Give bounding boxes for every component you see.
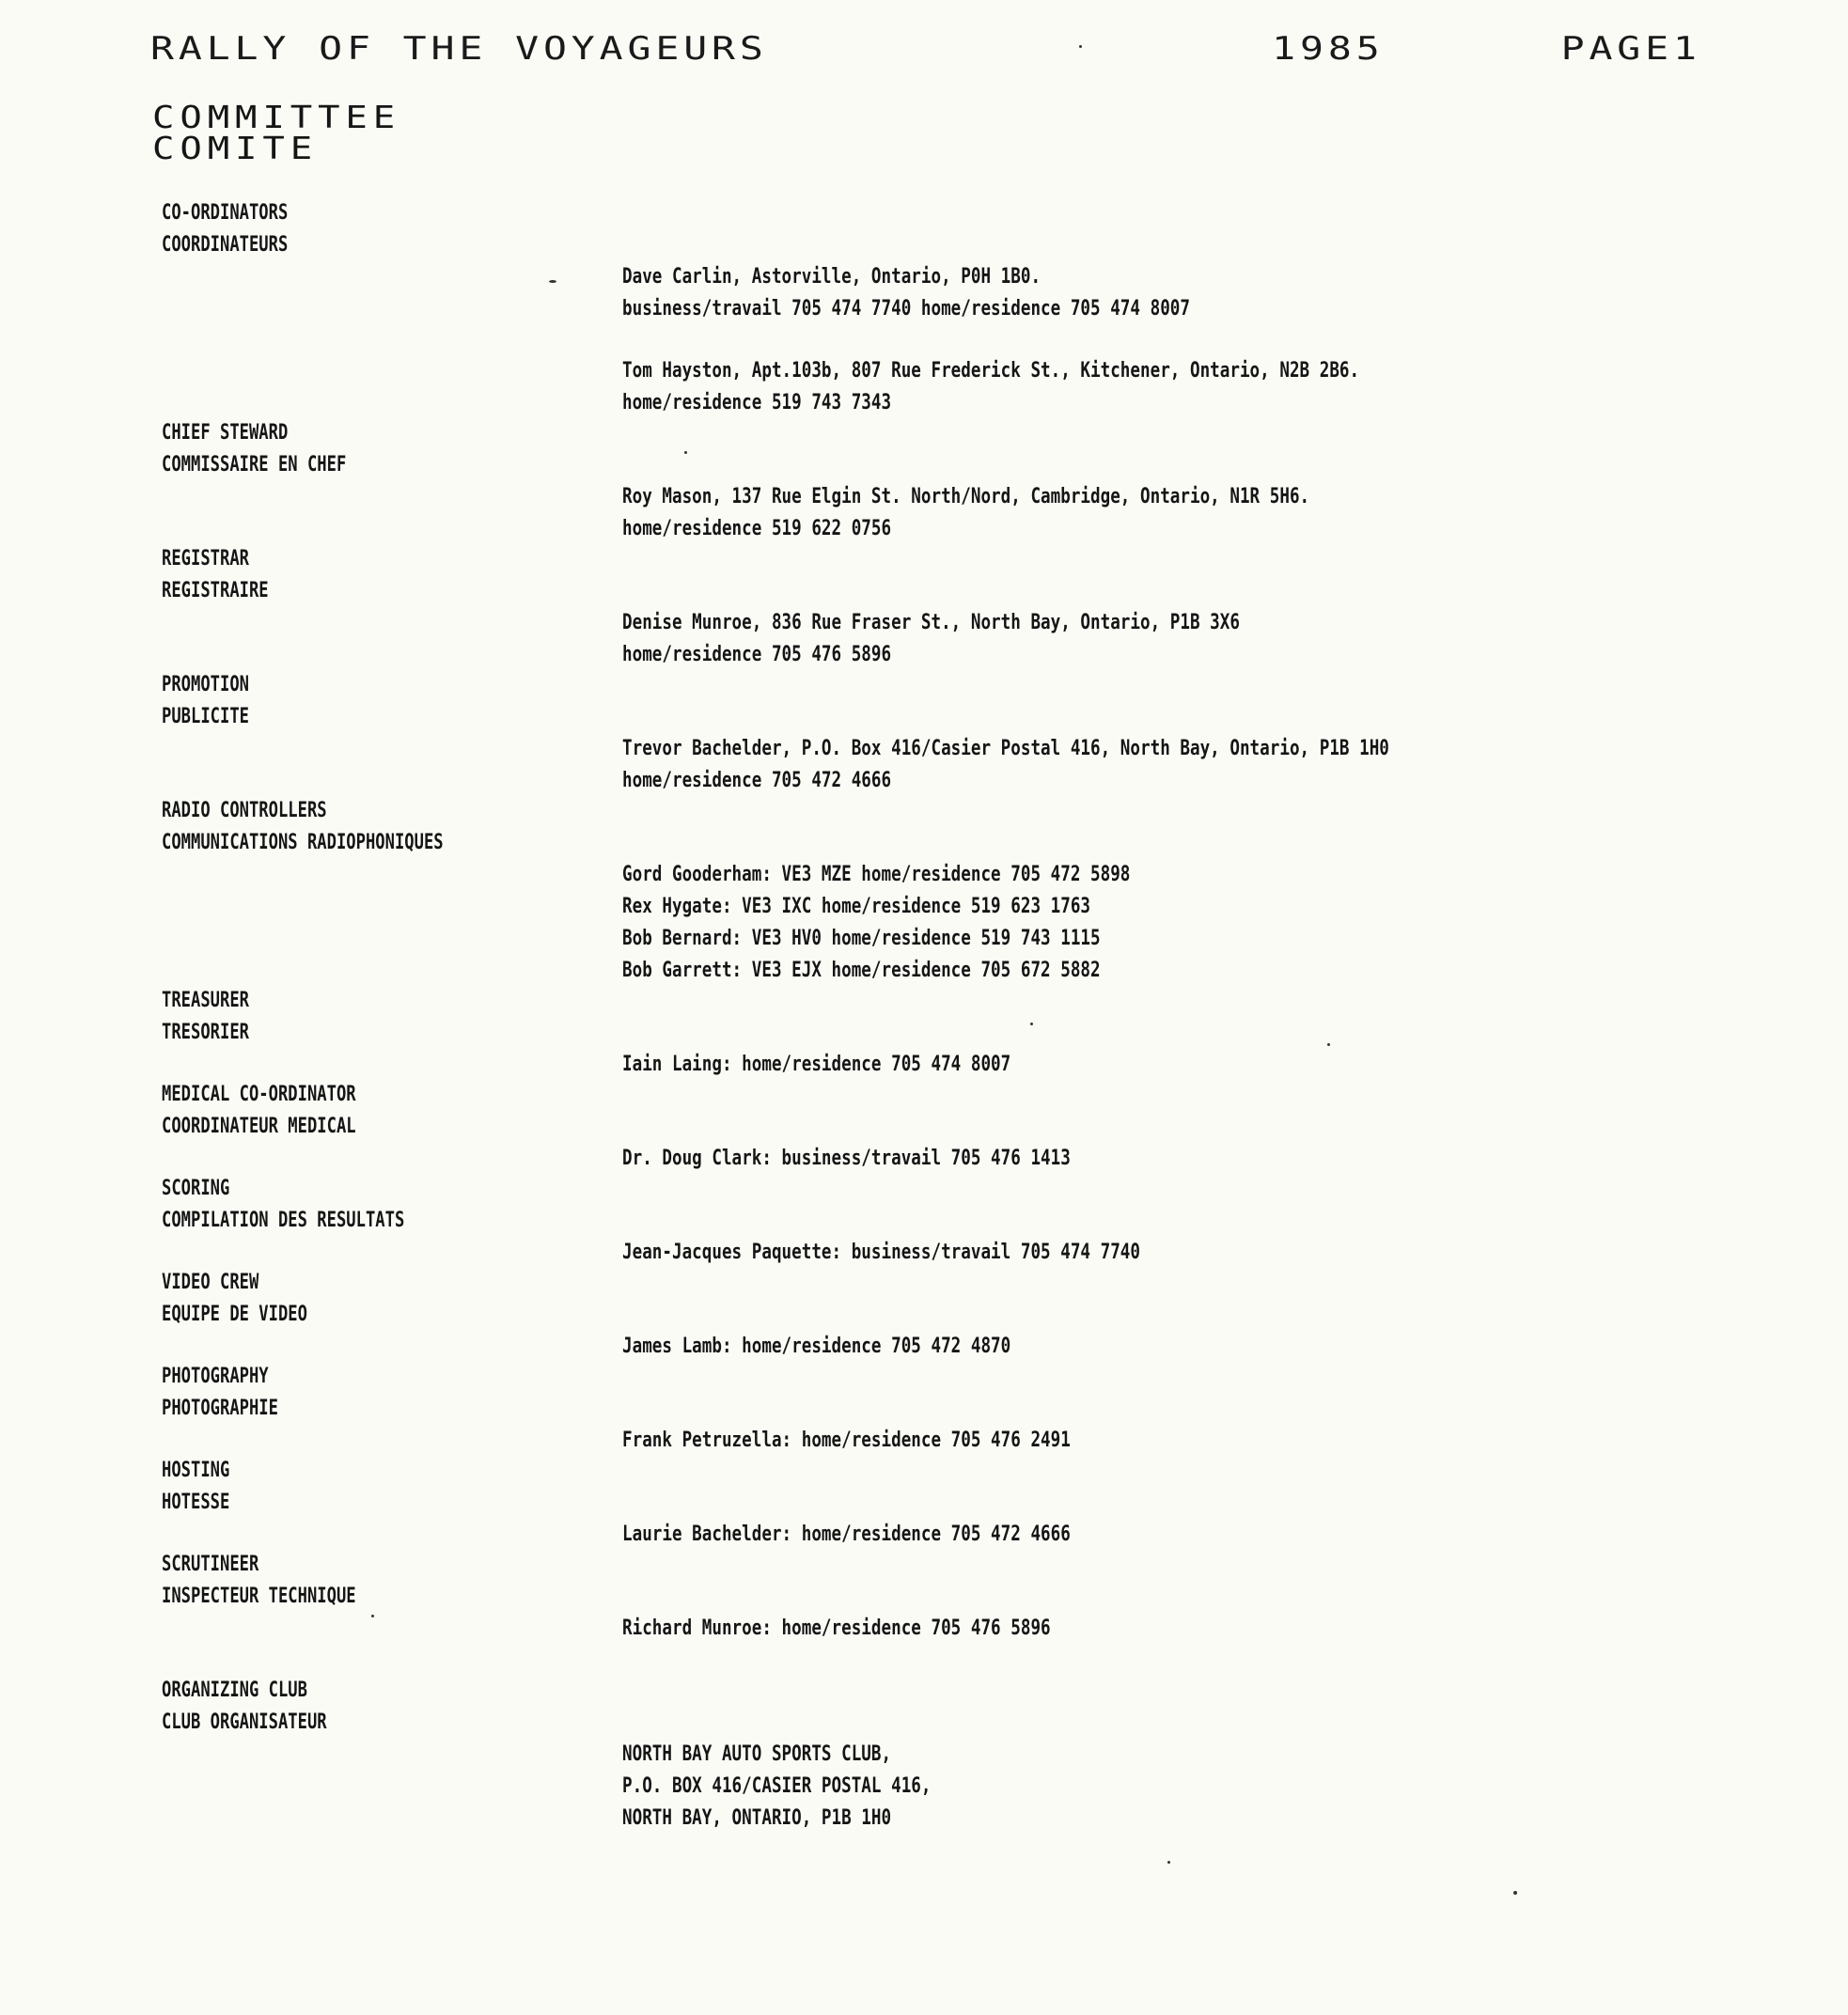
contact-block: Jean-Jacques Paquette: business/travail 705 474 7740 bbox=[622, 1241, 1140, 1264]
role-label: CHIEF STEWARD COMMISSAIRE EN CHEF bbox=[162, 421, 347, 476]
role-label: REGISTRAR REGISTRAIRE bbox=[162, 547, 269, 602]
role-label: PHOTOGRAPHY PHOTOGRAPHIE bbox=[162, 1365, 278, 1420]
committee-heading-fr: COMITE bbox=[152, 130, 319, 166]
contact-block: Dr. Doug Clark: business/travail 705 476 1413 bbox=[622, 1147, 1071, 1170]
scan-speck bbox=[371, 1615, 374, 1617]
scan-speck bbox=[1513, 1891, 1517, 1895]
role-label: PROMOTION PUBLICITE bbox=[162, 673, 249, 728]
scan-speck bbox=[1167, 1861, 1170, 1864]
contact-block: Trevor Bachelder, P.O. Box 416/Casier Postal 416, North Bay, Ontario, P1B 1H0 home/residence 705 472 4666 bbox=[622, 737, 1389, 792]
committee-heading-en: COMMITTEE bbox=[152, 99, 401, 135]
role-label: HOSTING HOTESSE bbox=[162, 1459, 230, 1514]
header-year: 1985 bbox=[1272, 30, 1385, 68]
contact-block: Richard Munroe: home/residence 705 476 5896 bbox=[622, 1617, 1051, 1640]
header-title: RALLY OF THE VOYAGEURS bbox=[150, 30, 768, 68]
contact-block: Frank Petruzella: home/residence 705 476 2491 bbox=[622, 1429, 1071, 1452]
scan-speck bbox=[549, 280, 556, 283]
contact-block: Dave Carlin, Astorville, Ontario, P0H 1B0. business/travail 705 474 7740 home/residence 705 474 8007 bbox=[622, 265, 1190, 320]
role-label: ORGANIZING CLUB CLUB ORGANISATEUR bbox=[162, 1679, 327, 1734]
contact-block: Denise Munroe, 836 Rue Fraser St., North Bay, Ontario, P1B 3X6 home/residence 705 476 5896 bbox=[622, 611, 1240, 666]
role-label: CO-ORDINATORS COORDINATEURS bbox=[162, 201, 289, 257]
scan-speck bbox=[1030, 1023, 1033, 1025]
contact-block: James Lamb: home/residence 705 472 4870 bbox=[622, 1335, 1011, 1358]
contact-block: Iain Laing: home/residence 705 474 8007 bbox=[622, 1053, 1011, 1076]
contact-block: NORTH BAY AUTO SPORTS CLUB, P.O. BOX 416/CASIER POSTAL 416, NORTH BAY, ONTARIO, P1B 1H0 bbox=[622, 1742, 932, 1830]
header-page-number: PAGE1 bbox=[1560, 30, 1701, 68]
role-label: RADIO CONTROLLERS COMMUNICATIONS RADIOPHONIQUES bbox=[162, 799, 444, 854]
role-label: VIDEO CREW EQUIPE DE VIDEO bbox=[162, 1271, 307, 1326]
role-label: TREASURER TRESORIER bbox=[162, 989, 249, 1044]
contact-block: Gord Gooderham: VE3 MZE home/residence 705 472 5898 Rex Hygate: VE3 IXC home/residence 519 623 1763 Bob Bernard: VE3 HV0 home/residence 519 743 1115 Bob Garrett: VE3 EJX home/residence 705 672 5882 bbox=[622, 863, 1131, 982]
scan-speck bbox=[1079, 45, 1082, 48]
contact-block: Laurie Bachelder: home/residence 705 472 4666 bbox=[622, 1523, 1071, 1546]
page-header bbox=[150, 28, 1848, 70]
committee-heading bbox=[152, 99, 401, 166]
contact-block: Tom Hayston, Apt.103b, 807 Rue Frederick St., Kitchener, Ontario, N2B 2B6. home/residence 519 743 7343 bbox=[622, 359, 1360, 414]
scan-speck bbox=[684, 451, 687, 454]
role-label: MEDICAL CO-ORDINATOR COORDINATEUR MEDICAL bbox=[162, 1083, 356, 1138]
role-label: SCRUTINEER INSPECTEUR TECHNIQUE bbox=[162, 1553, 356, 1608]
role-label: SCORING COMPILATION DES RESULTATS bbox=[162, 1177, 405, 1232]
contact-block: Roy Mason, 137 Rue Elgin St. North/Nord, Cambridge, Ontario, N1R 5H6. home/residence 519 622 0756 bbox=[622, 485, 1310, 540]
scan-speck bbox=[1327, 1043, 1330, 1046]
